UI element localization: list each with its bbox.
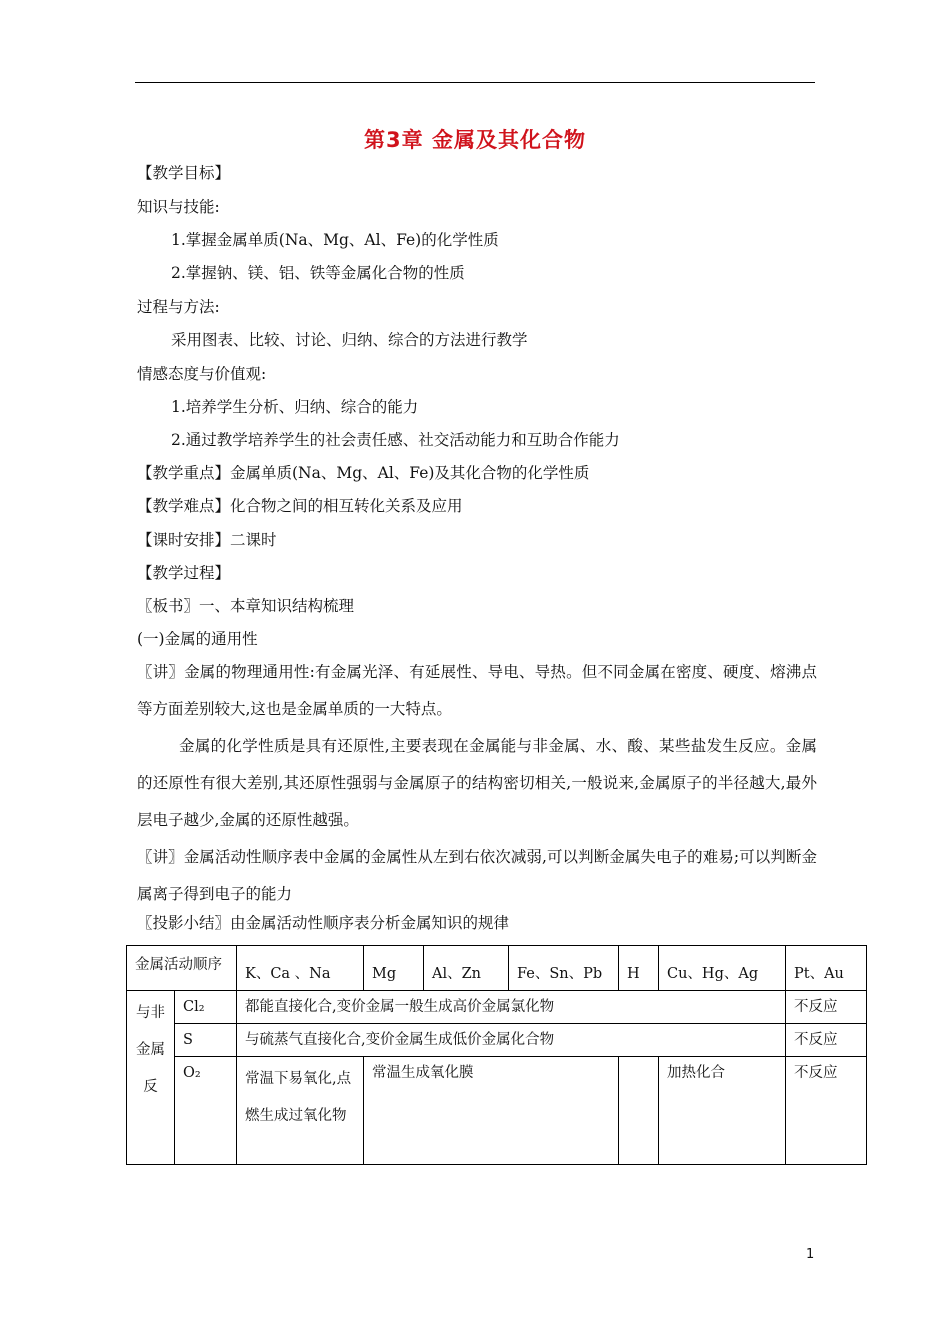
process-item-1: 采用图表、比较、讨论、归纳、综合的方法进行教学 bbox=[171, 331, 528, 349]
emotion-item-2: 2.通过教学培养学生的社会责任感、社交活动能力和互助合作能力 bbox=[171, 431, 620, 449]
header-cell: Pt、Au bbox=[786, 946, 867, 991]
no-reaction-cell: 不反应 bbox=[786, 991, 867, 1024]
empty-cell bbox=[619, 1057, 659, 1165]
table-row bbox=[127, 991, 867, 1024]
header-cell: 金属活动顺序 bbox=[127, 946, 237, 991]
summary-note: 〖投影小结〗由金属活动性顺序表分析金属知识的规律 bbox=[137, 914, 510, 932]
teaching-goals-heading: 【教学目标】 bbox=[137, 164, 231, 182]
no-reaction-cell: 不反应 bbox=[786, 1024, 867, 1057]
header-cell: Al、Zn bbox=[424, 946, 509, 991]
knowledge-skills-label: 知识与技能: bbox=[137, 198, 220, 216]
knowledge-item-2: 2.掌握钠、镁、铝、铁等金属化合物的性质 bbox=[171, 264, 465, 282]
chemistry-paragraph: 金属的化学性质是具有还原性,主要表现在金属能与非金属、水、酸、某些盐发生反应。金属的还原性有很大差别,其还原性强弱与金属原子的结构密切相关,一般说来,金属原子的半径越大,最外层电子越少,金属的还原性越强。 bbox=[137, 737, 817, 829]
table-row bbox=[127, 1057, 867, 1165]
header-cell: Mg bbox=[364, 946, 424, 991]
board-note: 〖板书〗一、本章知识结构梳理 bbox=[137, 597, 355, 615]
reagent-cell: O₂ bbox=[175, 1057, 237, 1165]
no-reaction-cell: 不反应 bbox=[786, 1057, 867, 1165]
knowledge-item-1: 1.掌握金属单质(Na、Mg、Al、Fe)的化学性质 bbox=[171, 231, 499, 249]
key-point: 【教学重点】金属单质(Na、Mg、Al、Fe)及其化合物的化学性质 bbox=[137, 464, 590, 482]
process-heading: 【教学过程】 bbox=[137, 564, 231, 582]
table-header-row bbox=[127, 946, 867, 991]
metal-activity-table bbox=[126, 945, 867, 1165]
page-number: 1 bbox=[806, 1247, 815, 1262]
page-title: 第3章 金属及其化合物 bbox=[364, 128, 586, 152]
table-row bbox=[127, 1024, 867, 1057]
schedule: 【课时安排】二课时 bbox=[137, 531, 277, 549]
emotion-label: 情感态度与价值观: bbox=[137, 365, 267, 383]
reagent-cell: S bbox=[175, 1024, 237, 1057]
emotion-item-1: 1.培养学生分析、归纳、综合的能力 bbox=[171, 398, 419, 416]
reagent-cell: Cl₂ bbox=[175, 991, 237, 1024]
process-method-label: 过程与方法: bbox=[137, 298, 220, 316]
section-heading: (一)金属的通用性 bbox=[137, 630, 258, 648]
header-cell: H bbox=[619, 946, 659, 991]
reaction-cell: 加热化合 bbox=[659, 1057, 786, 1165]
lecture-paragraph-1: 〖讲〗金属的物理通用性:有金属光泽、有延展性、导电、导热。但不同金属在密度、硬度、熔沸点等方面差别较大,这也是金属单质的一大特点。 bbox=[137, 663, 817, 718]
header-cell: Fe、Sn、Pb bbox=[509, 946, 619, 991]
reaction-cell: 与硫蒸气直接化合,变价金属生成低价金属化合物 bbox=[237, 1024, 786, 1057]
reaction-cell: 常温下易氧化,点燃生成过氧化物 bbox=[237, 1057, 364, 1165]
header-cell: K、Ca 、Na bbox=[237, 946, 364, 991]
reaction-cell: 都能直接化合,变价金属一般生成高价金属氯化物 bbox=[237, 991, 786, 1024]
lecture-paragraph-2: 〖讲〗金属活动性顺序表中金属的金属性从左到右依次减弱,可以判断金属失电子的难易;可以判断金属离子得到电子的能力 bbox=[137, 848, 817, 903]
group-label-cell: 与非金属反 bbox=[127, 991, 175, 1165]
header-rule bbox=[135, 82, 815, 83]
reaction-cell: 常温生成氧化膜 bbox=[364, 1057, 619, 1165]
header-cell: Cu、Hg、Ag bbox=[659, 946, 786, 991]
difficulty: 【教学难点】化合物之间的相互转化关系及应用 bbox=[137, 497, 463, 515]
